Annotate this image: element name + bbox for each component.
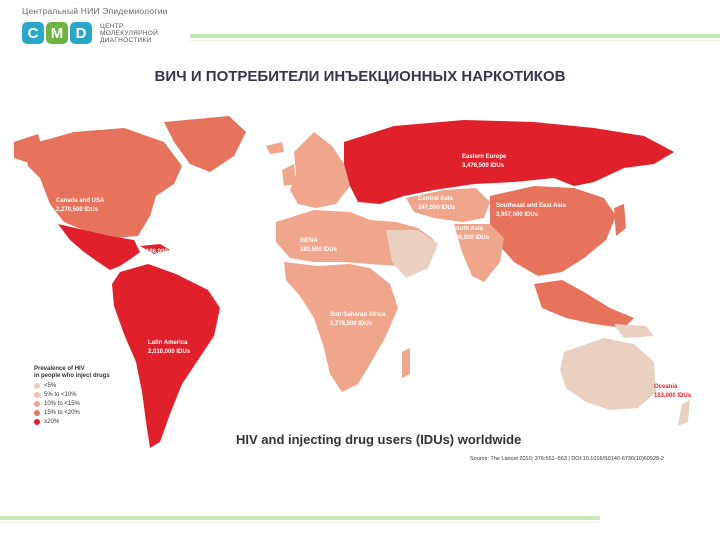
- slide-title: ВИЧ И ПОТРЕБИТЕЛИ ИНЪЕКЦИОННЫХ НАРКОТИКОВ: [154, 68, 566, 85]
- org-name: Центральный НИИ Эпидемиологии: [22, 6, 168, 16]
- value-latin-america: 2,010,000 IDUs: [148, 349, 191, 355]
- legend-swatch: [34, 401, 40, 407]
- legend-label: ≥20%: [44, 419, 60, 425]
- logo-letter-d: D: [70, 22, 92, 44]
- footer-divider-thin: [0, 522, 600, 523]
- value-western-europe: 1,044,000 IDUs: [236, 197, 279, 203]
- legend-item: [34, 392, 110, 398]
- value-central-asia: 247,500 IDUs: [418, 205, 456, 211]
- legend-swatch: [34, 419, 40, 425]
- label-western-europe: Western Europe: [236, 188, 282, 194]
- legend-item: [34, 401, 110, 407]
- header-divider: [190, 34, 720, 38]
- logo-subtitle-line: МОЛЕКУЛЯРНОЙ: [100, 29, 159, 37]
- legend-item: [34, 419, 110, 425]
- region-uk: [282, 164, 296, 186]
- value-caribbean: 186,000 IDUs: [146, 249, 184, 255]
- label-central-asia: Central Asia: [418, 196, 453, 202]
- map-legend: [34, 366, 110, 425]
- label-latin-america: Latin America: [148, 340, 188, 346]
- value-mena: 180,500 IDUs: [300, 247, 338, 253]
- region-south-asia: [454, 224, 504, 282]
- value-eastern-europe: 3,476,500 IDUs: [462, 163, 505, 169]
- label-sub-saharan-africa: Sub-Saharan Africa: [330, 312, 386, 318]
- value-oceania: 153,000 IDUs: [654, 393, 692, 399]
- legend-title: [34, 366, 110, 380]
- legend-swatch: [34, 383, 40, 389]
- legend-title-line: in people who inject drugs: [34, 373, 110, 379]
- label-mena: MENA: [300, 238, 318, 244]
- logo-letter-c: C: [22, 22, 44, 44]
- region-southeast-asia: [534, 280, 634, 328]
- label-caribbean: Caribbean: [146, 240, 176, 246]
- region-sub-saharan-africa: [284, 262, 398, 392]
- cmd-logo: [22, 22, 158, 44]
- footer-divider: [0, 516, 600, 520]
- legend-label: 5% to <10%: [44, 392, 77, 398]
- label-eastern-europe: Eastern Europe: [462, 154, 507, 160]
- logo-letter-m: M: [46, 22, 68, 44]
- legend-title-line: Prevalence of HIV: [34, 366, 85, 372]
- logo-subtitle-line: ЦЕНТР: [100, 22, 124, 30]
- region-madagascar: [402, 348, 410, 378]
- region-eastern-europe: [344, 120, 674, 204]
- logo-subtitle-line: ДИАГНОСТИКИ: [100, 36, 152, 44]
- region-east-asia: [490, 186, 616, 276]
- label-canada-usa: Canada and USA: [56, 198, 105, 204]
- legend-label: <5%: [44, 383, 57, 389]
- region-iceland: [266, 142, 284, 154]
- label-southeast-east-asia: Southeast and East Asia: [496, 203, 566, 209]
- value-south-asia: 160,500 IDUs: [452, 235, 490, 241]
- value-sub-saharan-africa: 1,778,500 IDUs: [330, 321, 373, 327]
- legend-label: 10% to <15%: [44, 401, 80, 407]
- source-citation: Source: The Lancet 2010; 376:551–563 | DOI:10.1016/S0140-6736(10)60928-2: [470, 456, 664, 462]
- legend-item: [34, 410, 110, 416]
- region-western-europe: [290, 132, 350, 208]
- region-new-guinea: [614, 324, 654, 338]
- value-canada-usa: 2,270,500 IDUs: [56, 207, 99, 213]
- map-title: HIV and injecting drug users (IDUs) worldwide: [236, 432, 522, 447]
- label-oceania: Oceania: [654, 384, 678, 390]
- region-new-zealand: [678, 400, 690, 426]
- legend-item: [34, 383, 110, 389]
- region-canada-usa: [24, 128, 182, 238]
- region-australia: [560, 338, 656, 410]
- logo-subtitle: [100, 23, 158, 44]
- value-southeast-east-asia: 3,957,500 IDUs: [496, 212, 539, 218]
- legend-swatch: [34, 392, 40, 398]
- label-south-asia: South Asia: [452, 226, 484, 232]
- world-map: [14, 112, 706, 482]
- region-japan: [614, 204, 626, 236]
- legend-swatch: [34, 410, 40, 416]
- region-latin-america: [112, 264, 220, 448]
- legend-label: 15% to <20%: [44, 410, 80, 416]
- header-divider-thin: [190, 40, 720, 41]
